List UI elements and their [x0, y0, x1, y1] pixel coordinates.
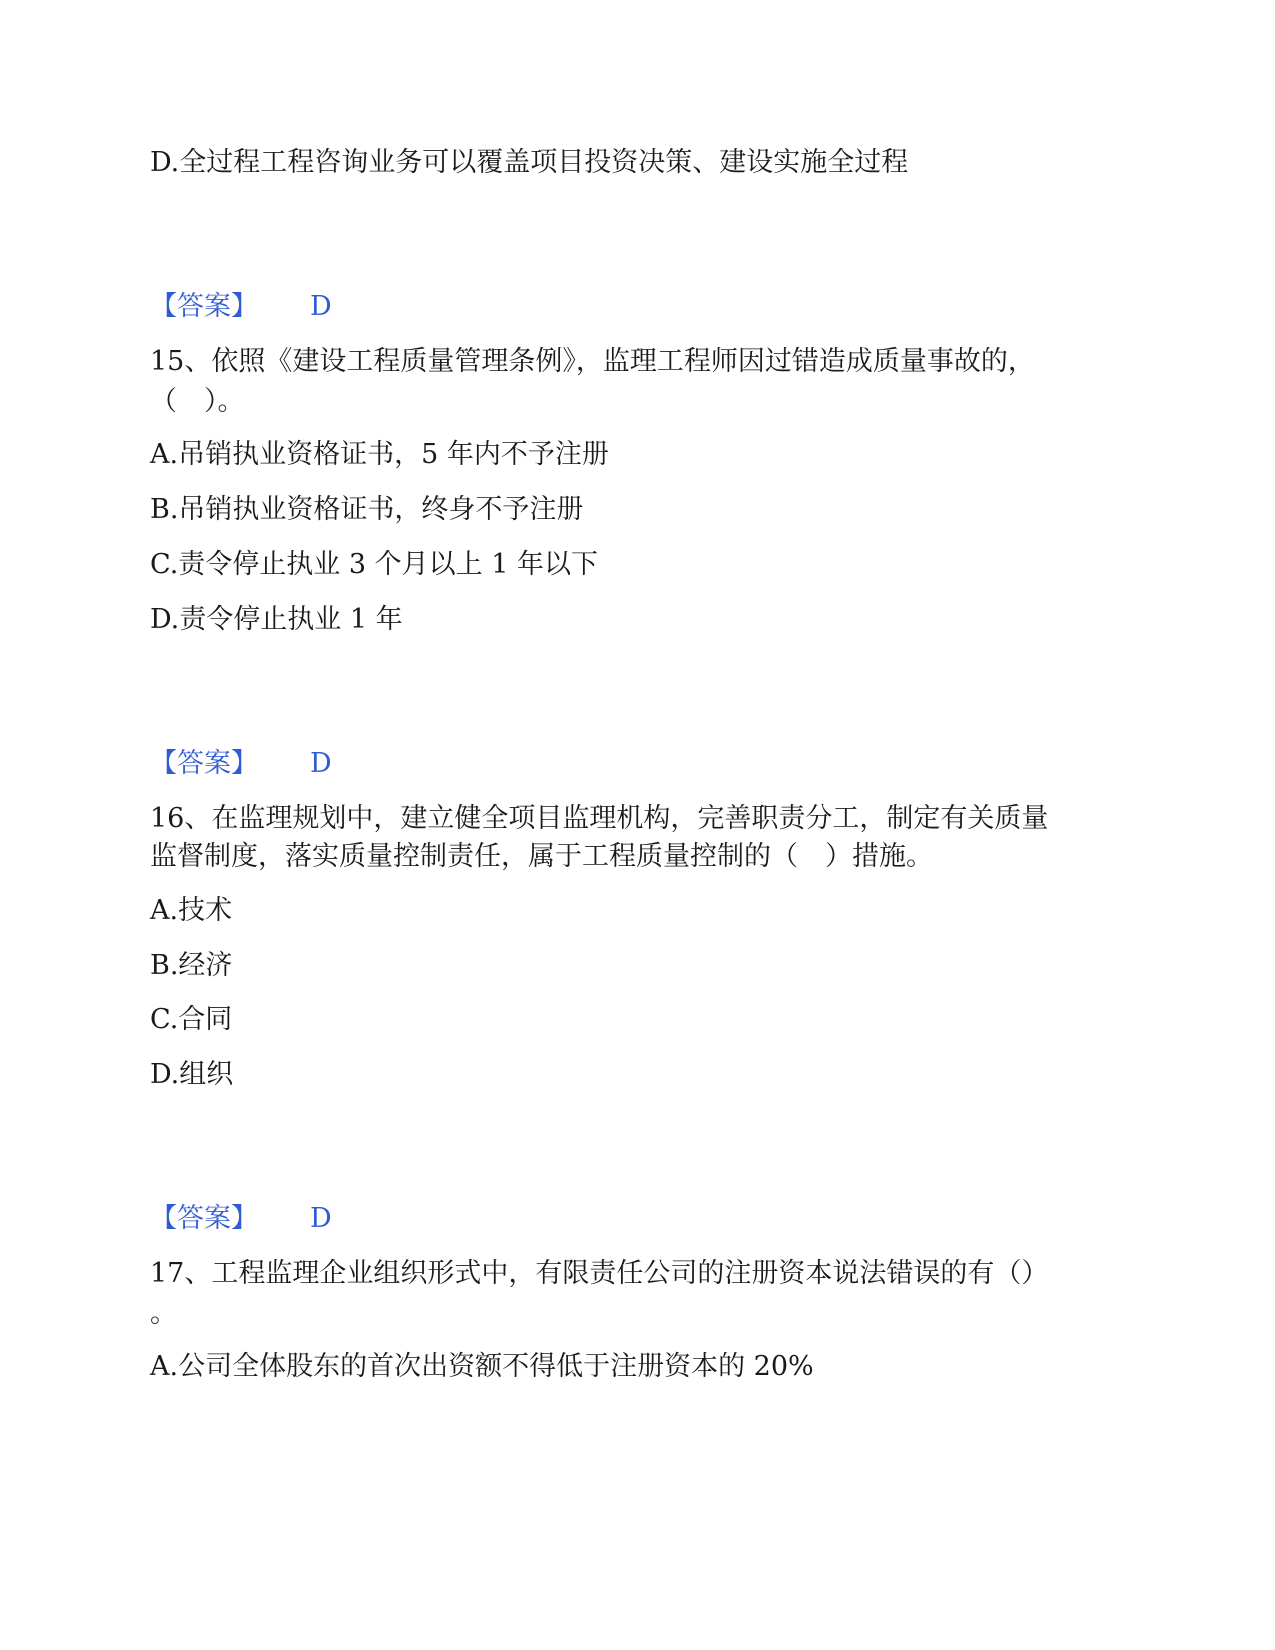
q16-answer [150, 1202, 332, 1236]
answer-value: D [310, 291, 332, 322]
q15-option-d: D.责令停止执业 1 年 [150, 604, 403, 635]
q16-option-c: C.合同 [150, 1004, 233, 1035]
q16-option-a: A.技术 [150, 895, 233, 926]
q15-option-b: B.吊销执业资格证书，终身不予注册 [150, 494, 584, 525]
q15-answer [150, 747, 332, 781]
answer-label: 【答案】 [150, 1203, 258, 1234]
q14-option-d: D.全过程工程咨询业务可以覆盖项目投资决策、建设实施全过程 [150, 147, 909, 178]
q15-stem-line1: 15、依照《建设工程质量管理条例》，监理工程师因过错造成质量事故的， [150, 346, 1035, 377]
q15-option-a: A.吊销执业资格证书，5 年内不予注册 [150, 439, 609, 470]
answer-value: D [310, 748, 332, 779]
q16-option-b: B.经济 [150, 950, 233, 981]
q16-option-d: D.组织 [150, 1059, 234, 1090]
q15-option-c: C.责令停止执业 3 个月以上 1 年以下 [150, 549, 598, 580]
q17-stem-line1: 17、工程监理企业组织形式中，有限责任公司的注册资本说法错误的有（） [150, 1258, 1049, 1289]
answer-label: 【答案】 [150, 748, 258, 779]
q14-answer [150, 290, 332, 324]
q16-stem-line1: 16、在监理规划中，建立健全项目监理机构，完善职责分工，制定有关质量 [150, 803, 1049, 834]
q16-stem-line2: 监督制度，落实质量控制责任，属于工程质量控制的（ ）措施。 [150, 841, 933, 872]
answer-value: D [310, 1203, 332, 1234]
q17-stem-line2: 。 [150, 1298, 177, 1329]
answer-label: 【答案】 [150, 291, 258, 322]
q15-stem-line2: （ ）。 [150, 386, 245, 417]
q17-option-a: A.公司全体股东的首次出资额不得低于注册资本的 20% [150, 1351, 814, 1382]
